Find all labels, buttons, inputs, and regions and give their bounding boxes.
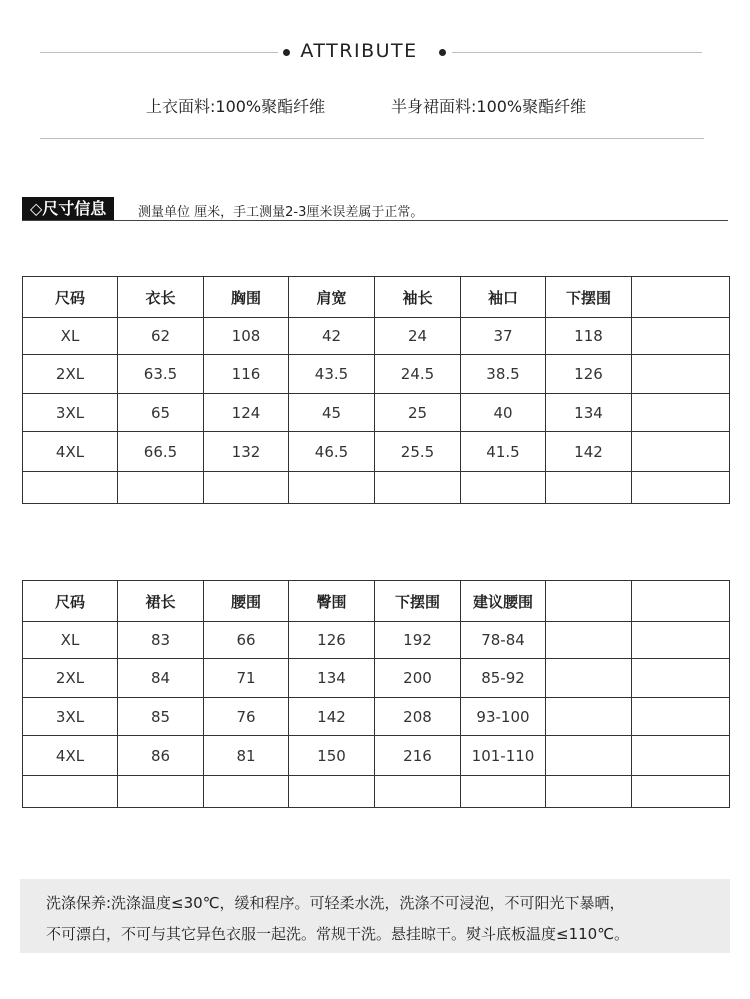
table-row	[23, 698, 730, 736]
table-cell	[632, 472, 730, 504]
skirt-header-cell: 臀围	[289, 581, 375, 622]
table-row	[23, 622, 730, 659]
top-header-cell: 衣长	[118, 277, 204, 318]
table-cell: 108	[204, 318, 289, 355]
table-row	[23, 394, 730, 432]
table-cell: 134	[546, 394, 632, 432]
table-cell	[546, 736, 632, 776]
table-cell: 62	[118, 318, 204, 355]
table-cell: 84	[118, 659, 204, 698]
table-cell: 132	[204, 432, 289, 472]
table-cell: 116	[204, 355, 289, 394]
table-row	[23, 659, 730, 698]
table-cell	[632, 736, 730, 776]
top-header-cell: 袖长	[375, 277, 461, 318]
table-cell: 101-110	[461, 736, 546, 776]
table-cell: 37	[461, 318, 546, 355]
top-table-header-row	[23, 277, 730, 318]
fabric-divider	[40, 138, 704, 139]
skirt-header-cell: 裙长	[118, 581, 204, 622]
table-row	[23, 432, 730, 472]
table-cell	[289, 776, 375, 808]
table-row	[23, 318, 730, 355]
table-cell: 45	[289, 394, 375, 432]
table-cell: 93-100	[461, 698, 546, 736]
table-cell	[118, 776, 204, 808]
table-cell	[632, 318, 730, 355]
table-cell: 142	[546, 432, 632, 472]
table-cell: 142	[289, 698, 375, 736]
table-cell: 124	[204, 394, 289, 432]
header-line-right	[452, 52, 702, 53]
top-size-table	[22, 276, 730, 504]
table-cell: 126	[546, 355, 632, 394]
table-cell: 25.5	[375, 432, 461, 472]
table-cell	[23, 776, 118, 808]
care-instructions-line-1: 洗涤保养:洗涤温度≤30℃，缓和程序。可轻柔水洗，洗涤不可浸泡，不可阳光下暴晒，	[46, 894, 625, 912]
table-cell: 3XL	[23, 394, 118, 432]
table-row	[23, 472, 730, 504]
table-cell: 46.5	[289, 432, 375, 472]
table-cell	[546, 698, 632, 736]
skirt-header-cell: 建议腰围	[461, 581, 546, 622]
table-cell	[632, 355, 730, 394]
table-cell	[546, 659, 632, 698]
table-cell: 66.5	[118, 432, 204, 472]
table-cell	[23, 472, 118, 504]
table-cell	[632, 622, 730, 659]
table-cell: 85-92	[461, 659, 546, 698]
table-cell: 118	[546, 318, 632, 355]
table-cell: 24.5	[375, 355, 461, 394]
table-cell: 81	[204, 736, 289, 776]
table-cell	[289, 472, 375, 504]
table-row	[23, 736, 730, 776]
table-cell: 150	[289, 736, 375, 776]
table-cell: 43.5	[289, 355, 375, 394]
table-cell: 66	[204, 622, 289, 659]
size-info-label: ◇尺寸信息	[22, 197, 114, 221]
table-cell: 65	[118, 394, 204, 432]
table-cell	[632, 659, 730, 698]
header-dot-left	[283, 49, 290, 56]
skirt-table-header-row	[23, 581, 730, 622]
attribute-title: ATTRIBUTE	[300, 40, 418, 62]
table-cell: 3XL	[23, 698, 118, 736]
skirt-header-cell: 尺码	[23, 581, 118, 622]
table-cell: 85	[118, 698, 204, 736]
skirt-header-cell	[632, 581, 730, 622]
table-cell: 2XL	[23, 355, 118, 394]
fabric-top-text: 上衣面料:100%聚酯纤维	[146, 97, 326, 116]
top-header-cell: 尺码	[23, 277, 118, 318]
table-cell	[375, 776, 461, 808]
skirt-header-cell: 腰围	[204, 581, 289, 622]
skirt-size-table	[22, 580, 730, 808]
table-cell	[632, 776, 730, 808]
table-cell	[461, 472, 546, 504]
table-cell: 4XL	[23, 432, 118, 472]
table-cell	[375, 472, 461, 504]
table-row	[23, 776, 730, 808]
table-cell: 216	[375, 736, 461, 776]
top-header-cell: 袖口	[461, 277, 546, 318]
table-cell: 63.5	[118, 355, 204, 394]
table-cell: 86	[118, 736, 204, 776]
table-cell	[632, 394, 730, 432]
table-cell: 83	[118, 622, 204, 659]
top-header-cell	[632, 277, 730, 318]
fabric-skirt-text: 半身裙面料:100%聚酯纤维	[391, 97, 587, 116]
table-cell: XL	[23, 318, 118, 355]
care-instructions-line-2: 不可漂白，不可与其它异色衣服一起洗。常规干洗。悬挂晾干。熨斗底板温度≤110℃。	[46, 925, 630, 943]
table-row	[23, 355, 730, 394]
size-info-underline	[22, 220, 728, 221]
table-cell	[204, 472, 289, 504]
table-cell	[118, 472, 204, 504]
table-cell: 24	[375, 318, 461, 355]
skirt-header-cell: 下摆围	[375, 581, 461, 622]
table-cell	[546, 776, 632, 808]
table-cell	[204, 776, 289, 808]
table-cell: 208	[375, 698, 461, 736]
table-cell: 200	[375, 659, 461, 698]
table-cell	[632, 698, 730, 736]
header-line-left	[40, 52, 278, 53]
table-cell: 78-84	[461, 622, 546, 659]
table-cell: 25	[375, 394, 461, 432]
top-header-cell: 胸围	[204, 277, 289, 318]
skirt-header-cell	[546, 581, 632, 622]
header-dot-right	[439, 49, 446, 56]
top-header-cell: 肩宽	[289, 277, 375, 318]
table-cell: 40	[461, 394, 546, 432]
table-cell: 41.5	[461, 432, 546, 472]
table-cell: 134	[289, 659, 375, 698]
table-cell: 2XL	[23, 659, 118, 698]
table-cell: 4XL	[23, 736, 118, 776]
size-info-note: 测量单位 厘米，手工测量2-3厘米误差属于正常。	[138, 205, 424, 220]
table-cell	[461, 776, 546, 808]
table-cell: 42	[289, 318, 375, 355]
table-cell	[546, 622, 632, 659]
table-cell	[632, 432, 730, 472]
table-cell: 76	[204, 698, 289, 736]
table-cell: 192	[375, 622, 461, 659]
table-cell: 38.5	[461, 355, 546, 394]
table-cell: XL	[23, 622, 118, 659]
table-cell: 71	[204, 659, 289, 698]
table-cell	[546, 472, 632, 504]
top-header-cell: 下摆围	[546, 277, 632, 318]
table-cell: 126	[289, 622, 375, 659]
